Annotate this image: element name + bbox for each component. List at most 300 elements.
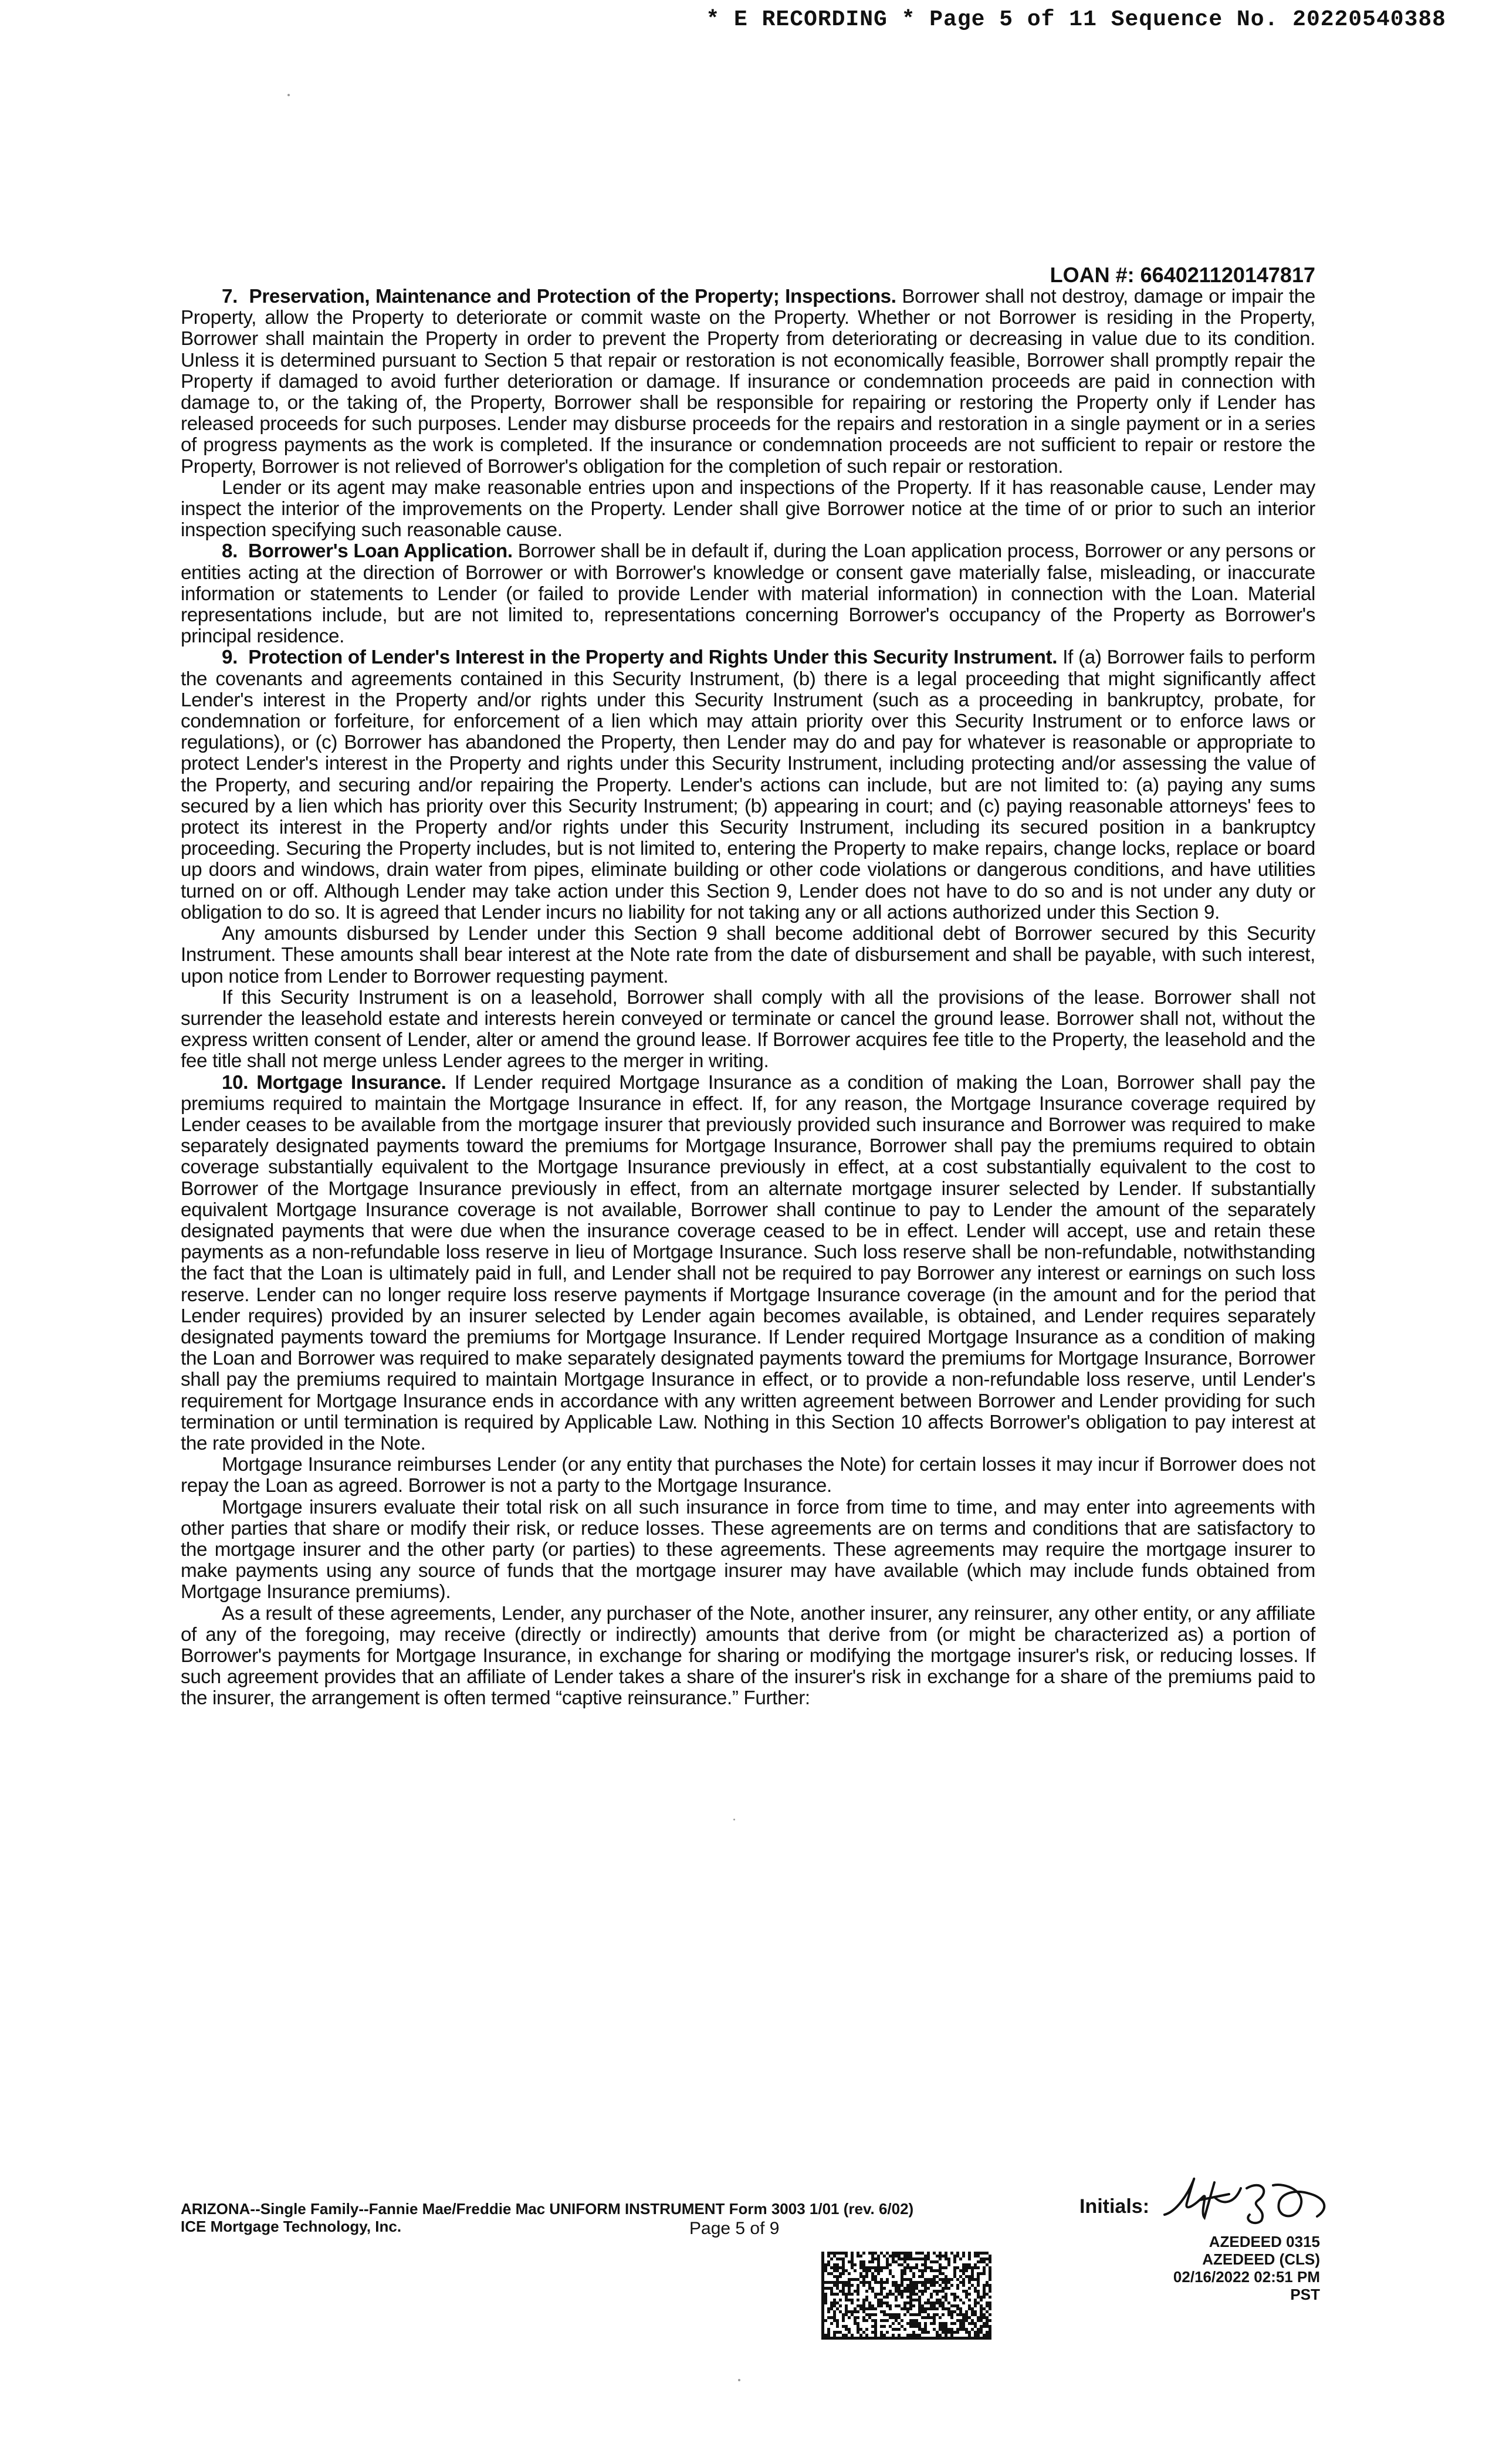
barcode-module xyxy=(980,2319,983,2322)
barcode-module xyxy=(898,2255,901,2257)
barcode-module xyxy=(962,2269,965,2272)
barcode-module xyxy=(824,2266,827,2269)
barcode-module xyxy=(983,2272,986,2275)
barcode-module xyxy=(868,2337,871,2340)
barcode-module xyxy=(945,2257,947,2260)
barcode-module xyxy=(903,2255,906,2257)
barcode-module xyxy=(977,2260,980,2263)
barcode-module xyxy=(915,2257,918,2260)
barcode-module xyxy=(898,2334,901,2337)
barcode-module xyxy=(892,2293,895,2296)
barcode-module xyxy=(983,2252,986,2255)
barcode-module xyxy=(833,2263,836,2266)
barcode-module xyxy=(821,2325,824,2328)
barcode-module xyxy=(953,2269,956,2272)
barcode-module xyxy=(892,2281,895,2284)
barcode-module xyxy=(965,2313,968,2316)
barcode-module xyxy=(939,2334,942,2337)
barcode-module xyxy=(909,2337,912,2340)
barcode-module xyxy=(862,2266,865,2269)
barcode-module xyxy=(945,2255,947,2257)
barcode-module xyxy=(906,2334,909,2337)
barcode-module xyxy=(874,2319,877,2322)
barcode-module xyxy=(977,2266,980,2269)
barcode-module xyxy=(989,2290,991,2293)
barcode-module xyxy=(895,2299,898,2301)
barcode-module xyxy=(845,2337,848,2340)
barcode-module xyxy=(950,2310,953,2313)
barcode-module xyxy=(836,2301,839,2304)
barcode-module xyxy=(889,2293,892,2296)
barcode-module xyxy=(989,2260,991,2263)
barcode-module xyxy=(871,2252,874,2255)
barcode-module xyxy=(842,2313,845,2316)
barcode-module xyxy=(924,2287,927,2290)
barcode-module xyxy=(912,2275,915,2278)
barcode-module xyxy=(874,2334,877,2337)
barcode-module xyxy=(854,2319,857,2322)
barcode-module xyxy=(927,2281,930,2284)
barcode-module xyxy=(886,2252,889,2255)
barcode-module xyxy=(877,2299,880,2301)
barcode-module xyxy=(977,2331,980,2334)
barcode-module xyxy=(821,2310,824,2313)
barcode-module xyxy=(859,2255,862,2257)
barcode-module xyxy=(974,2310,977,2313)
barcode-module xyxy=(945,2278,947,2281)
barcode-module xyxy=(874,2252,877,2255)
barcode-module xyxy=(862,2304,865,2307)
barcode-module xyxy=(880,2310,883,2313)
barcode-module xyxy=(842,2266,845,2269)
barcode-module xyxy=(821,2272,824,2275)
barcode-module xyxy=(965,2328,968,2331)
barcode-module xyxy=(857,2325,859,2328)
barcode-module xyxy=(862,2307,865,2310)
barcode-module xyxy=(930,2337,933,2340)
barcode-module xyxy=(906,2278,909,2281)
barcode-module xyxy=(862,2319,865,2322)
form-identifier xyxy=(181,2200,913,2235)
barcode-module xyxy=(918,2296,921,2299)
barcode-module xyxy=(924,2307,927,2310)
barcode-module xyxy=(880,2252,883,2255)
barcode-module xyxy=(880,2266,883,2269)
barcode-module xyxy=(971,2269,974,2272)
barcode-module xyxy=(965,2331,968,2334)
barcode-module xyxy=(862,2331,865,2334)
barcode-module xyxy=(845,2307,848,2310)
barcode-module xyxy=(921,2316,924,2319)
barcode-module xyxy=(974,2304,977,2307)
barcode-module xyxy=(959,2322,962,2325)
barcode-module xyxy=(868,2313,871,2316)
barcode-module xyxy=(857,2322,859,2325)
barcode-module xyxy=(906,2255,909,2257)
barcode-module xyxy=(918,2322,921,2325)
barcode-module xyxy=(924,2310,927,2313)
barcode-module xyxy=(921,2257,924,2260)
barcode-module xyxy=(962,2281,965,2284)
barcode-module xyxy=(906,2266,909,2269)
barcode-module xyxy=(854,2322,857,2325)
barcode-module xyxy=(959,2313,962,2316)
barcode-module xyxy=(833,2252,836,2255)
barcode-module xyxy=(848,2278,851,2281)
barcode-module xyxy=(936,2313,939,2316)
barcode-module xyxy=(880,2319,883,2322)
barcode-module xyxy=(871,2331,874,2334)
barcode-module xyxy=(889,2325,892,2328)
barcode-module xyxy=(877,2260,880,2263)
barcode-module xyxy=(936,2331,939,2334)
barcode-module xyxy=(874,2331,877,2334)
barcode-module xyxy=(909,2296,912,2299)
barcode-module xyxy=(983,2296,986,2299)
barcode-module xyxy=(903,2301,906,2304)
barcode-module xyxy=(933,2290,936,2293)
barcode-module xyxy=(942,2301,945,2304)
barcode-module xyxy=(974,2266,977,2269)
barcode-module xyxy=(857,2290,859,2293)
section-9-number: 9. xyxy=(222,647,238,669)
barcode-module xyxy=(953,2331,956,2334)
barcode-module xyxy=(977,2316,980,2319)
barcode-module xyxy=(983,2290,986,2293)
barcode-module xyxy=(936,2301,939,2304)
barcode-module xyxy=(903,2269,906,2272)
barcode-module xyxy=(877,2272,880,2275)
barcode-module xyxy=(865,2337,868,2340)
barcode-module xyxy=(871,2290,874,2293)
barcode-module xyxy=(909,2290,912,2293)
barcode-module xyxy=(974,2290,977,2293)
barcode-module xyxy=(848,2328,851,2331)
barcode-module xyxy=(854,2278,857,2281)
barcode-module xyxy=(924,2301,927,2304)
barcode-module xyxy=(839,2304,842,2307)
barcode-module xyxy=(909,2269,912,2272)
barcode-module xyxy=(898,2304,901,2307)
barcode-module xyxy=(874,2313,877,2316)
barcode-module xyxy=(971,2337,974,2340)
barcode-module xyxy=(883,2310,886,2313)
barcode-module xyxy=(903,2337,906,2340)
barcode-module xyxy=(901,2296,903,2299)
barcode-module xyxy=(889,2304,892,2307)
barcode-module xyxy=(824,2337,827,2340)
barcode-module xyxy=(845,2252,848,2255)
barcode-module xyxy=(886,2278,889,2281)
barcode-module xyxy=(927,2301,930,2304)
barcode-module xyxy=(824,2281,827,2284)
barcode-module xyxy=(874,2257,877,2260)
barcode-module xyxy=(836,2293,839,2296)
barcode-module xyxy=(939,2304,942,2307)
barcode-module xyxy=(821,2252,824,2255)
barcode-module xyxy=(848,2316,851,2319)
barcode-module xyxy=(886,2313,889,2316)
barcode-module xyxy=(974,2278,977,2281)
barcode-module xyxy=(854,2337,857,2340)
barcode-module xyxy=(927,2313,930,2316)
barcode-module xyxy=(959,2257,962,2260)
barcode-module xyxy=(909,2278,912,2281)
barcode-module xyxy=(851,2301,854,2304)
barcode-module xyxy=(962,2284,965,2287)
barcode-module xyxy=(903,2304,906,2307)
barcode-module xyxy=(871,2287,874,2290)
barcode-module xyxy=(880,2301,883,2304)
barcode-module xyxy=(974,2263,977,2266)
barcode-module xyxy=(854,2290,857,2293)
barcode-module xyxy=(906,2257,909,2260)
barcode-module xyxy=(945,2328,947,2331)
barcode-module xyxy=(892,2334,895,2337)
barcode-module xyxy=(862,2337,865,2340)
barcode-module xyxy=(895,2287,898,2290)
barcode-module xyxy=(833,2275,836,2278)
barcode-module xyxy=(827,2252,830,2255)
barcode-module xyxy=(833,2293,836,2296)
barcode-module xyxy=(959,2299,962,2301)
barcode-module xyxy=(839,2266,842,2269)
barcode-module xyxy=(827,2331,830,2334)
barcode-module xyxy=(921,2263,924,2266)
barcode-module xyxy=(989,2313,991,2316)
barcode-module xyxy=(898,2313,901,2316)
barcode-module xyxy=(939,2316,942,2319)
barcode-module xyxy=(924,2266,927,2269)
barcode-module xyxy=(889,2337,892,2340)
barcode-module xyxy=(868,2252,871,2255)
barcode-module xyxy=(898,2316,901,2319)
barcode-module xyxy=(983,2337,986,2340)
barcode-module xyxy=(956,2252,959,2255)
barcode-module xyxy=(906,2290,909,2293)
barcode-module xyxy=(933,2252,936,2255)
barcode-module xyxy=(930,2281,933,2284)
barcode-module xyxy=(898,2263,901,2266)
barcode-module xyxy=(851,2310,854,2313)
barcode-module xyxy=(833,2284,836,2287)
barcode-module xyxy=(980,2316,983,2319)
barcode-module xyxy=(857,2284,859,2287)
barcode-module xyxy=(927,2287,930,2290)
barcode-module xyxy=(877,2301,880,2304)
barcode-module xyxy=(974,2322,977,2325)
barcode-module xyxy=(968,2255,971,2257)
barcode-module xyxy=(868,2281,871,2284)
barcode-module xyxy=(950,2293,953,2296)
barcode-module xyxy=(977,2275,980,2278)
barcode-module xyxy=(862,2260,865,2263)
barcode-module xyxy=(980,2331,983,2334)
barcode-module xyxy=(821,2263,824,2266)
barcode-module xyxy=(862,2269,865,2272)
barcode-module xyxy=(898,2284,901,2287)
barcode-module xyxy=(912,2337,915,2340)
barcode-module xyxy=(836,2266,839,2269)
barcode-module xyxy=(895,2313,898,2316)
barcode-module xyxy=(859,2266,862,2269)
barcode-module xyxy=(848,2287,851,2290)
barcode-module xyxy=(842,2284,845,2287)
barcode-module xyxy=(968,2337,971,2340)
barcode-module xyxy=(956,2266,959,2269)
barcode-module xyxy=(956,2278,959,2281)
barcode-module xyxy=(968,2257,971,2260)
barcode-module xyxy=(909,2299,912,2301)
barcode-module xyxy=(883,2287,886,2290)
barcode-module xyxy=(965,2290,968,2293)
barcode-module xyxy=(915,2266,918,2269)
barcode-module xyxy=(851,2284,854,2287)
barcode-module xyxy=(909,2281,912,2284)
barcode-module xyxy=(956,2313,959,2316)
barcode-module xyxy=(912,2322,915,2325)
barcode-module xyxy=(936,2290,939,2293)
barcode-module xyxy=(839,2337,842,2340)
barcode-module xyxy=(962,2319,965,2322)
barcode-module xyxy=(903,2287,906,2290)
barcode-module xyxy=(821,2275,824,2278)
barcode-module xyxy=(839,2272,842,2275)
barcode-module xyxy=(827,2334,830,2337)
barcode-module xyxy=(842,2316,845,2319)
barcode-module xyxy=(921,2307,924,2310)
barcode-module xyxy=(865,2313,868,2316)
barcode-module xyxy=(956,2331,959,2334)
barcode-module xyxy=(874,2307,877,2310)
barcode-module xyxy=(886,2331,889,2334)
barcode-module xyxy=(986,2319,989,2322)
barcode-module xyxy=(909,2293,912,2296)
barcode-module xyxy=(821,2266,824,2269)
barcode-module xyxy=(854,2263,857,2266)
barcode-module xyxy=(909,2287,912,2290)
barcode-module xyxy=(924,2284,927,2287)
barcode-module xyxy=(977,2272,980,2275)
barcode-module xyxy=(953,2260,956,2263)
barcode-module xyxy=(903,2313,906,2316)
barcode-module xyxy=(845,2325,848,2328)
barcode-module xyxy=(895,2255,898,2257)
barcode-module xyxy=(936,2269,939,2272)
barcode-module xyxy=(965,2296,968,2299)
barcode-module xyxy=(845,2299,848,2301)
barcode-module xyxy=(983,2266,986,2269)
barcode-module xyxy=(880,2293,883,2296)
barcode-module xyxy=(989,2296,991,2299)
barcode-module xyxy=(827,2263,830,2266)
barcode-module xyxy=(842,2290,845,2293)
barcode-module xyxy=(983,2257,986,2260)
barcode-module xyxy=(930,2307,933,2310)
barcode-module xyxy=(868,2266,871,2269)
barcode-module xyxy=(945,2299,947,2301)
barcode-module xyxy=(906,2252,909,2255)
barcode-module xyxy=(877,2269,880,2272)
barcode-module xyxy=(865,2334,868,2337)
barcode-module xyxy=(830,2316,833,2319)
barcode-module xyxy=(859,2337,862,2340)
barcode-module xyxy=(833,2266,836,2269)
barcode-module xyxy=(989,2319,991,2322)
barcode-module xyxy=(947,2331,950,2334)
barcode-module xyxy=(821,2257,824,2260)
barcode-module xyxy=(945,2252,947,2255)
barcode-module xyxy=(851,2263,854,2266)
barcode-module xyxy=(889,2307,892,2310)
barcode-module xyxy=(909,2325,912,2328)
barcode-module xyxy=(974,2337,977,2340)
barcode-module xyxy=(915,2263,918,2266)
barcode-module xyxy=(942,2287,945,2290)
barcode-module xyxy=(848,2337,851,2340)
barcode-module xyxy=(930,2322,933,2325)
barcode-module xyxy=(933,2284,936,2287)
barcode-module xyxy=(898,2337,901,2340)
barcode-module xyxy=(989,2269,991,2272)
barcode-module xyxy=(953,2257,956,2260)
barcode-module xyxy=(933,2328,936,2331)
barcode-module xyxy=(868,2307,871,2310)
barcode-module xyxy=(833,2334,836,2337)
barcode-module xyxy=(874,2269,877,2272)
barcode-module xyxy=(968,2299,971,2301)
barcode-module xyxy=(930,2304,933,2307)
barcode-module xyxy=(939,2299,942,2301)
barcode-module xyxy=(918,2328,921,2331)
barcode-module xyxy=(836,2278,839,2281)
barcode-module xyxy=(918,2313,921,2316)
barcode-module xyxy=(883,2281,886,2284)
barcode-module xyxy=(862,2316,865,2319)
barcode-module xyxy=(947,2313,950,2316)
barcode-module xyxy=(939,2322,942,2325)
barcode-module xyxy=(950,2313,953,2316)
barcode-module xyxy=(962,2290,965,2293)
barcode-module xyxy=(824,2293,827,2296)
barcode-module xyxy=(906,2310,909,2313)
barcode-module xyxy=(918,2269,921,2272)
barcode-module xyxy=(936,2293,939,2296)
barcode-module xyxy=(933,2337,936,2340)
barcode-module xyxy=(903,2252,906,2255)
barcode-module xyxy=(921,2281,924,2284)
barcode-module xyxy=(903,2278,906,2281)
barcode-module xyxy=(889,2263,892,2266)
barcode-module xyxy=(989,2337,991,2340)
barcode-module xyxy=(942,2272,945,2275)
barcode-module xyxy=(868,2316,871,2319)
barcode-module xyxy=(953,2296,956,2299)
barcode-module xyxy=(909,2334,912,2337)
barcode-module xyxy=(983,2260,986,2263)
barcode-module xyxy=(892,2275,895,2278)
barcode-module xyxy=(921,2328,924,2331)
barcode-module xyxy=(865,2296,868,2299)
barcode-module xyxy=(886,2337,889,2340)
barcode-module xyxy=(845,2284,848,2287)
barcode-module xyxy=(895,2328,898,2331)
barcode-module xyxy=(965,2266,968,2269)
barcode-module xyxy=(883,2334,886,2337)
barcode-module xyxy=(933,2301,936,2304)
barcode-module xyxy=(877,2257,880,2260)
barcode-module xyxy=(845,2255,848,2257)
